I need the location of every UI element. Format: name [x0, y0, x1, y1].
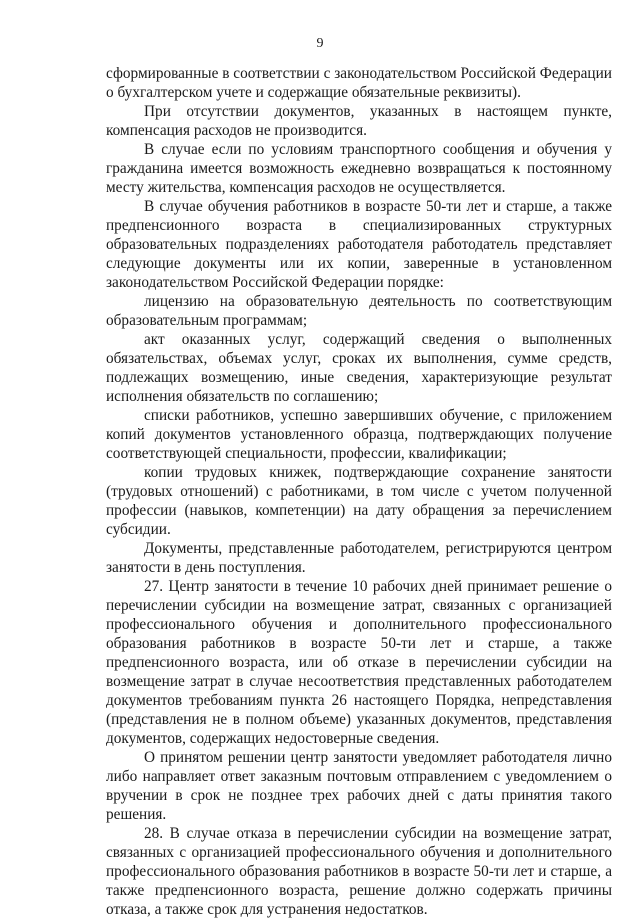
list-item-services-act: акт оказанных услуг, содержащий сведения о выполненных обязательствах, объемах услуг, сроках их выполнения, сумме средств, подлежащих возмещению, иные сведения, характеризующие результат исполнения обязательств по соглашению;: [106, 331, 612, 405]
clause-28: 28. В случае отказа в перечислении субсидии на возмещение затрат, связанных с организацией профессионального обучения и дополнительного профессионального образования работников в возрасте 50-ти лет и старше, а также предпенсионного возраста, решение должно содержать причины отказа, а также срок для устранения недостатков.: [106, 825, 612, 918]
paragraph-specialized-training: В случае обучения работников в возрасте 50-ти лет и старше, а также предпенсионного возраста в специализированных структурных образовательных подразделениях работодателя работодатель представляет следующие документы или их копии, заверенные в установленном законодательством Российской Федерации порядке:: [106, 198, 612, 291]
page-number: 9: [316, 36, 324, 51]
list-item-employee-lists: списки работников, успешно завершивших обучение, с приложением копий документов установленного образца, подтверждающих получение соответствующей специальности, профессии, квалификации;: [106, 407, 612, 462]
paragraph-continuation: сформированные в соответствии с законодательством Российской Федерации о бухгалтерском учете и содержащие обязательные реквизиты).: [106, 65, 612, 101]
paragraph-registration: Документы, представленные работодателем, регистрируются центром занятости в день поступления.: [106, 540, 612, 576]
paragraph-no-documents: При отсутствии документов, указанных в настоящем пункте, компенсация расходов не производится.: [106, 103, 612, 139]
list-item-employment-records: копии трудовых книжек, подтверждающие сохранение занятости (трудовых отношений) с работниками, в том числе с учетом полученной профессии (навыков, компетенции) на дату обращения за перечислением субсидии.: [106, 464, 612, 538]
document-body: [106, 64, 612, 919]
paragraph-notification: О принятом решении центр занятости уведомляет работодателя лично либо направляет ответ заказным почтовым отправлением с уведомлением о вручении в срок не позднее трех рабочих дней с даты принятия такого решения.: [106, 749, 612, 823]
paragraph-daily-return: В случае если по условиям транспортного сообщения и обучения у гражданина имеется возможность ежедневно возвращаться к постоянному месту жительства, компенсация расходов не осуществляется.: [106, 141, 612, 196]
list-item-license: лицензию на образовательную деятельность по соответствующим образовательным программам;: [106, 293, 612, 329]
clause-27: 27. Центр занятости в течение 10 рабочих дней принимает решение о перечислении субсидии на возмещение затрат, связанных с организацией профессионального обучения и дополнительного профессионального образования работников в возрасте 50-ти лет и старше, а также предпенсионного возраста, или об отказе в перечислении субсидии на возмещение затрат в случае несоответствия представленных работодателем документов требованиям пункта 26 настоящего Порядка, непредставления (представления не в полном объеме) указанных документов, представления документов, содержащих недостоверные сведения.: [106, 578, 612, 747]
